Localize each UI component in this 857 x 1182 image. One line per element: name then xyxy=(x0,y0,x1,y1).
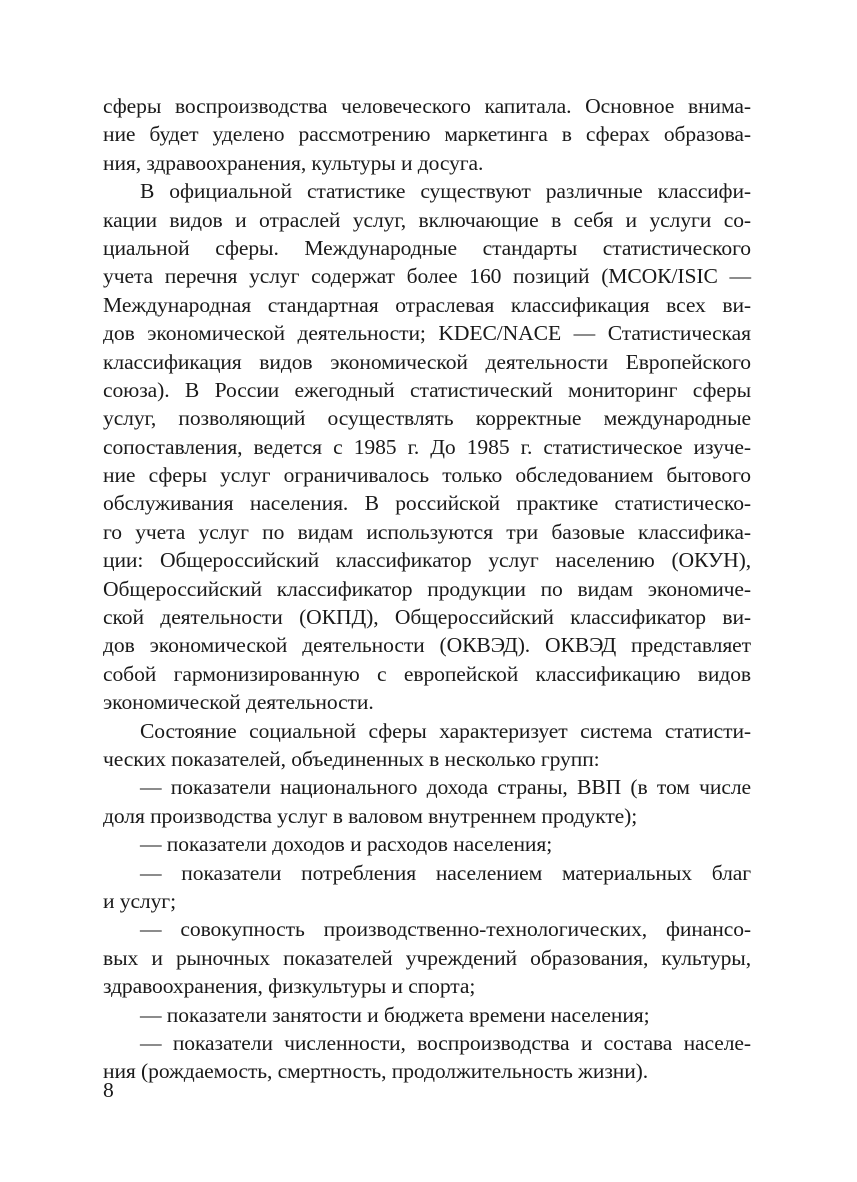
list-item xyxy=(103,773,751,830)
paragraph xyxy=(103,92,751,177)
text-line: сферы воспроизводства человеческого капитала. Основное внима- xyxy=(103,94,751,118)
text-line: дов экономической деятельности; KDEC/NACE — Статистическая xyxy=(103,321,751,346)
list-item xyxy=(103,1001,751,1029)
text-line: ской деятельности (ОКПД), Общероссийский классификатор ви- xyxy=(103,605,751,630)
page-body xyxy=(103,92,751,1086)
text-line: — показатели национального дохода страны, ВВП (в том числе xyxy=(140,775,751,800)
page-number: 8 xyxy=(103,1078,114,1102)
text-line: — показатели доходов и расходов населения; xyxy=(140,832,553,857)
text-line: ческих показателей, объединенных в несколько групп: xyxy=(103,746,600,771)
text-line: — показатели потребления населением материальных благ xyxy=(140,860,751,885)
text-line: В официальной статистике существуют различные классифи- xyxy=(140,179,751,204)
text-line: учета перечня услуг содержат более 160 позиций (МСОК/ISIC — xyxy=(103,264,751,289)
list-item xyxy=(103,915,751,1000)
list-item xyxy=(103,1029,751,1086)
text-line: вых и рыночных показателей учреждений образования, культуры, xyxy=(103,945,751,970)
list-item xyxy=(103,830,751,858)
text-line: здравоохранения, физкультуры и спорта; xyxy=(103,974,476,999)
text-line: циальной сферы. Международные стандарты статистического xyxy=(103,235,751,260)
text-line: экономической деятельности. xyxy=(103,690,374,715)
text-line: собой гармонизированную с европейской классификацию видов xyxy=(103,661,751,686)
paragraph xyxy=(103,177,751,716)
text-line: обслуживания населения. В российской практике статистическо- xyxy=(103,491,751,516)
text-line: — показатели численности, воспроизводства и состава населе- xyxy=(140,1030,751,1055)
text-line: ние будет уделено рассмотрению маркетинга в сферах образова- xyxy=(103,122,751,147)
text-line: ния, здравоохранения, культуры и досуга. xyxy=(103,150,484,175)
text-line: ние сферы услуг ограничивалось только обследованием бытового xyxy=(103,463,751,488)
text-line: ции: Общероссийский классификатор услуг населению (ОКУН), xyxy=(103,548,751,573)
text-line: — совокупность производственно-технологических, финансо- xyxy=(140,917,751,942)
text-line: кации видов и отраслей услуг, включающие в себя и услуги со- xyxy=(103,207,751,232)
text-line: — показатели занятости и бюджета времени населения; xyxy=(140,1002,650,1027)
text-line: классификация видов экономической деятельности Европейского xyxy=(103,349,751,374)
list-item xyxy=(103,859,751,916)
text-line: го учета услуг по видам используются три базовые классифика- xyxy=(103,519,751,544)
text-line: Состояние социальной сферы характеризует система статисти- xyxy=(140,718,751,743)
paragraph xyxy=(103,717,751,774)
text-line: услуг, позволяющий осуществлять корректные международные xyxy=(103,406,751,431)
text-line: сопоставления, ведется с 1985 г. До 1985 г. статистическое изуче- xyxy=(103,434,751,459)
text-line: союза). В России ежегодный статистический мониторинг сферы xyxy=(103,377,751,402)
text-line: дов экономической деятельности (ОКВЭД). ОКВЭД представляет xyxy=(103,633,751,658)
text-line: доля производства услуг в валовом внутреннем продукте); xyxy=(103,803,638,828)
text-line: и услуг; xyxy=(103,888,176,913)
text-line: ния (рождаемость, смертность, продолжительность жизни). xyxy=(103,1059,649,1084)
text-line: Общероссийский классификатор продукции по видам экономиче- xyxy=(103,576,751,601)
text-line: Международная стандартная отраслевая классификация всех ви- xyxy=(103,292,751,317)
